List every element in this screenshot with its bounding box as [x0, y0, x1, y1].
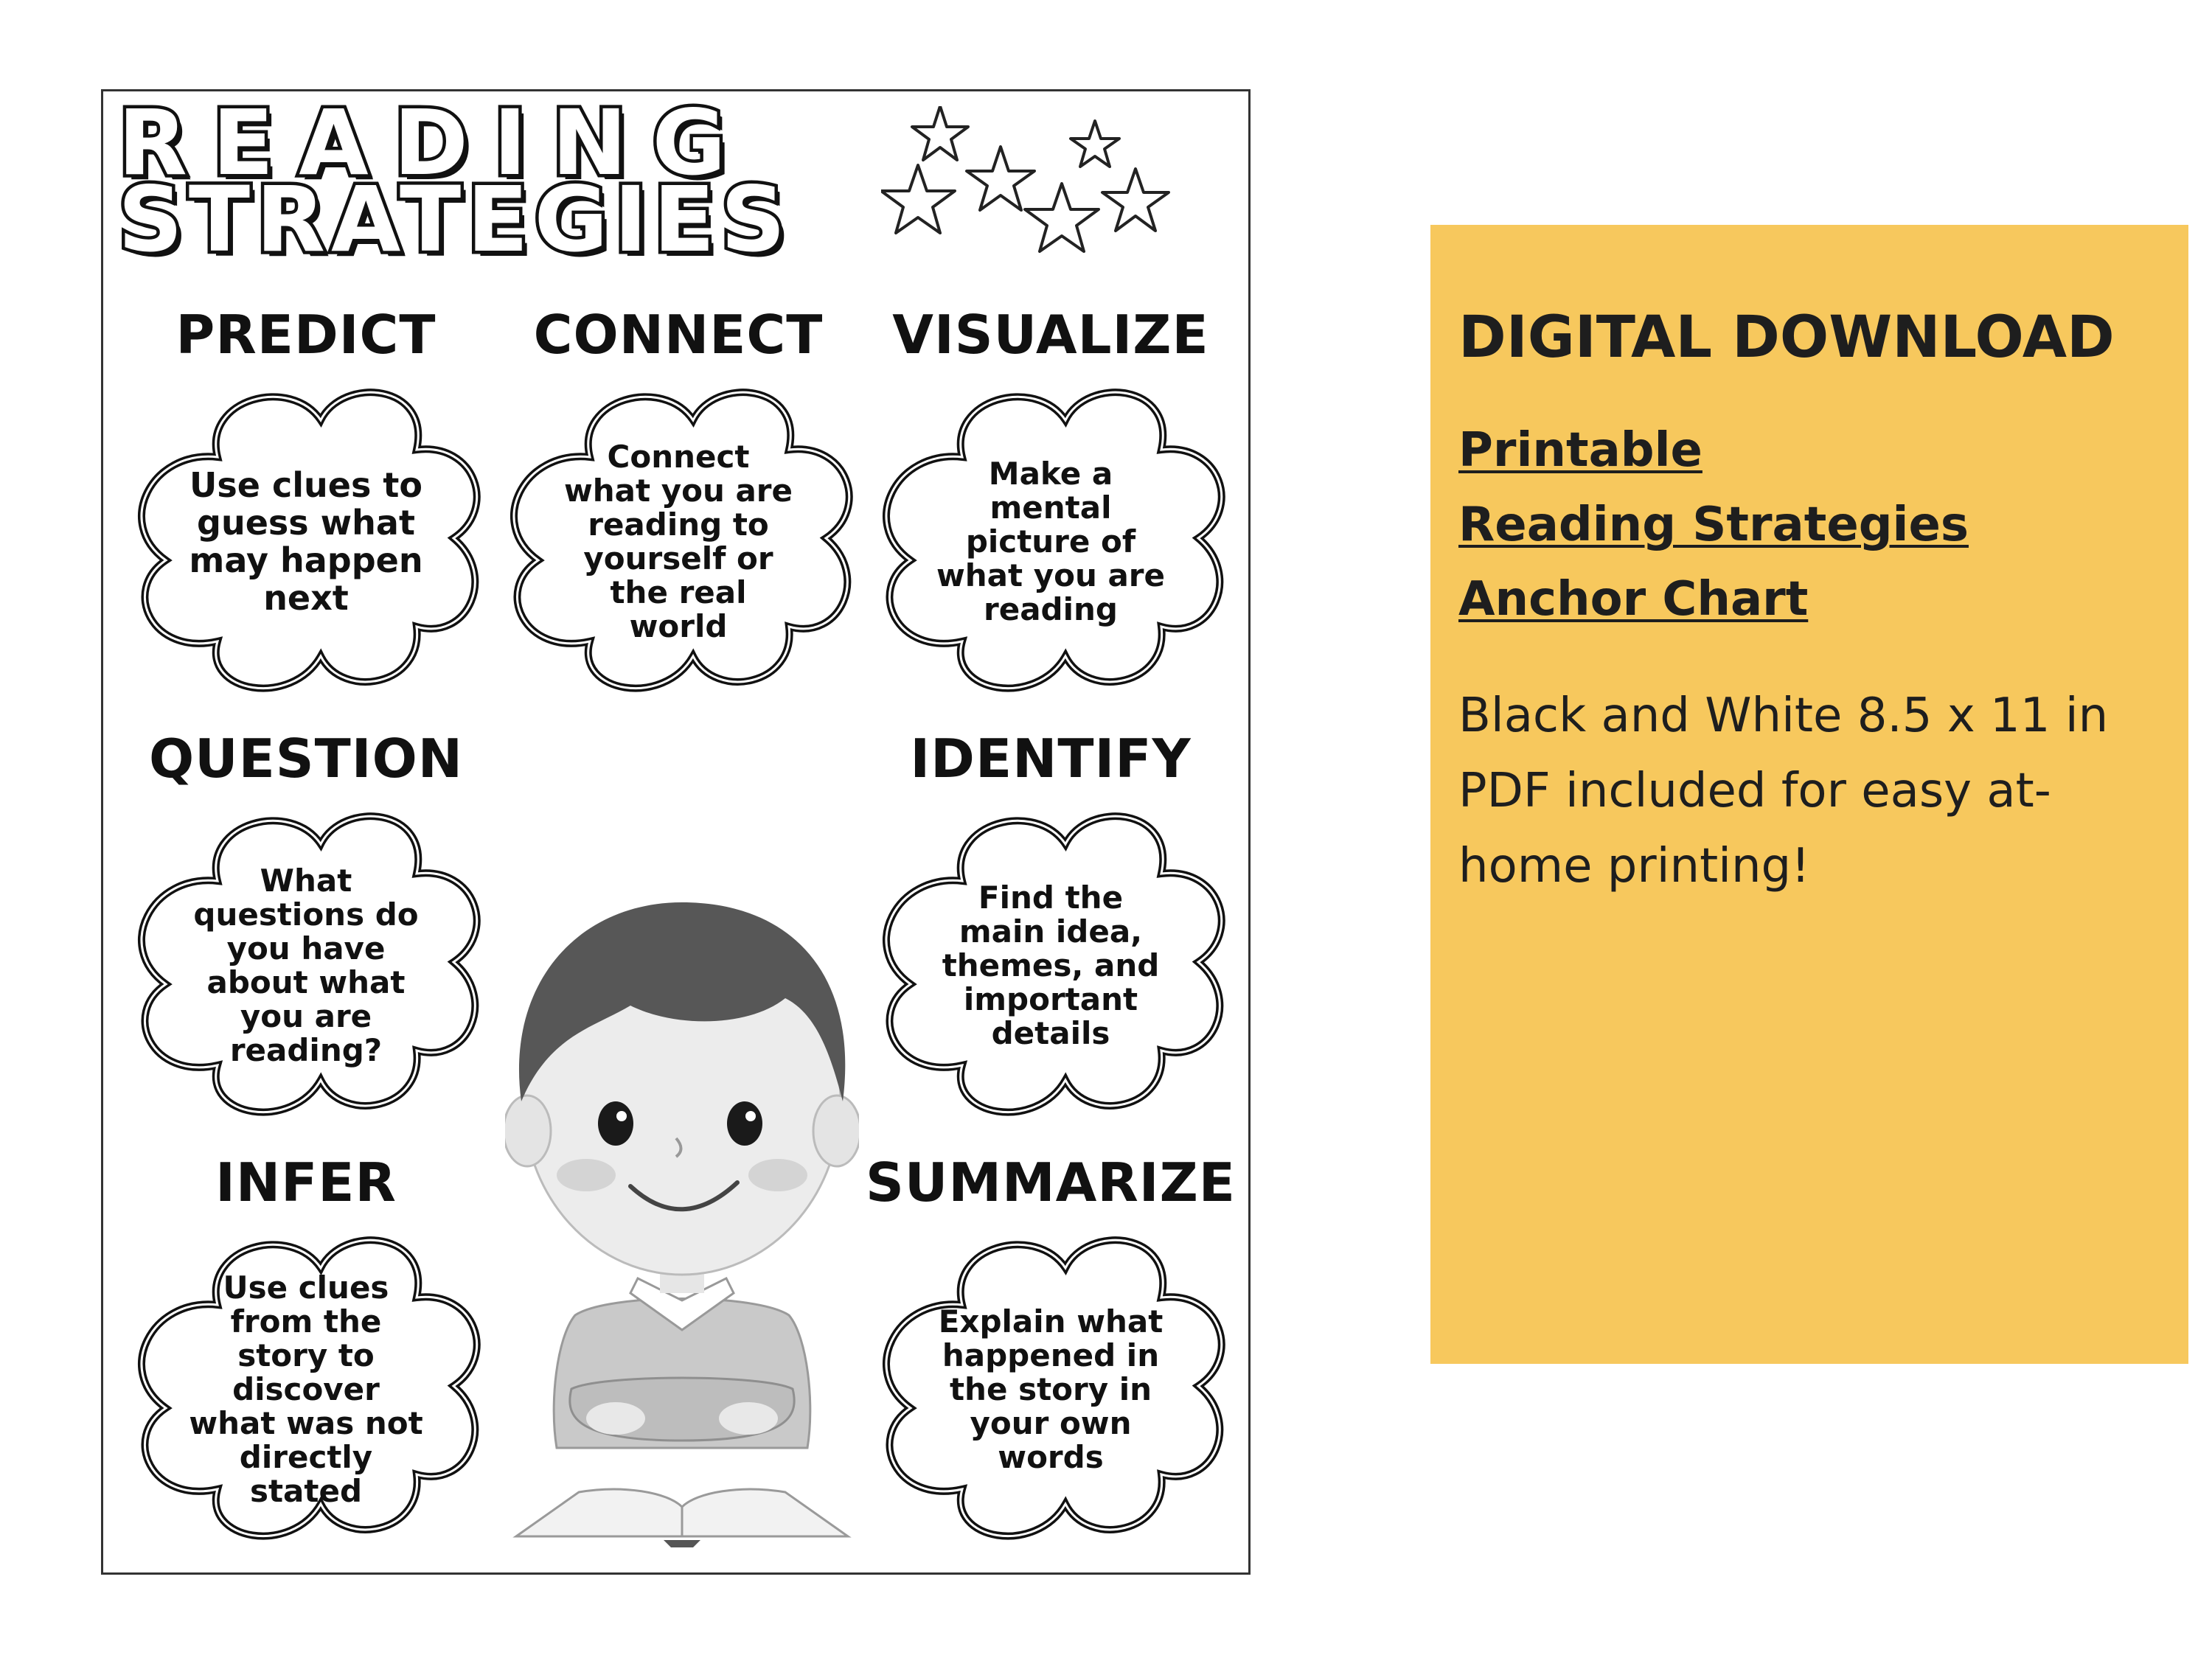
thought-cloud [107, 793, 505, 1139]
poster-title [118, 91, 792, 272]
strategy-label: IDENTIFY [910, 728, 1192, 790]
strategy-description: Explain what happened in the story in your own words [938, 1303, 1164, 1475]
strategy-connect [479, 305, 877, 715]
star-icon [1102, 169, 1169, 231]
product-title-links [1458, 414, 2188, 637]
link-reading-strategies[interactable]: Reading Strategies [1458, 498, 1969, 552]
strategy-label: SUMMARIZE [866, 1152, 1236, 1213]
boy-reading-illustration [505, 858, 859, 1551]
strategy-label: CONNECT [533, 304, 824, 366]
thought-cloud [107, 369, 505, 715]
stars-doodle-icon [881, 106, 1198, 276]
thought-cloud [479, 369, 877, 715]
anchor-chart-poster [101, 89, 1251, 1575]
strategy-description: Make a mental picture of what you are reading [936, 456, 1166, 627]
product-description: Black and White 8.5 x 11 in PDF included for easy at-home printing! [1458, 689, 2109, 894]
thought-cloud [852, 793, 1250, 1139]
strategy-description: What questions do you have about what you are reading? [193, 863, 419, 1068]
strategy-visualize [852, 305, 1250, 715]
strategy-infer [107, 1153, 505, 1563]
star-icon [912, 106, 968, 160]
strategy-description: Connect what you are reading to yourself or the real world [563, 439, 793, 644]
strategy-label: INFER [215, 1152, 397, 1213]
thought-cloud [852, 1216, 1250, 1563]
strategy-description: Use clues from the story to discover what was not directly stated [189, 1269, 423, 1509]
strategy-label: PREDICT [175, 304, 437, 366]
strategy-summarize [852, 1153, 1250, 1563]
star-icon [1071, 121, 1119, 167]
link-printable[interactable]: Printable [1458, 423, 1703, 478]
product-info-panel [1430, 225, 2188, 1364]
strategy-label: VISUALIZE [892, 304, 1209, 366]
strategy-description: Use clues to guess what may happen next [189, 465, 423, 618]
star-icon [881, 165, 955, 233]
strategy-label: QUESTION [148, 728, 464, 790]
strategy-predict [107, 305, 505, 715]
strategy-description: Find the main idea, themes, and important details [942, 879, 1160, 1051]
title-line-strategies: STRATEGIES [118, 167, 792, 272]
thought-cloud [852, 369, 1250, 715]
title-line-reading: READING [118, 91, 751, 195]
thought-cloud [107, 1216, 505, 1563]
link-anchor-chart[interactable]: Anchor Chart [1458, 572, 1809, 627]
star-icon [1025, 184, 1099, 251]
star-icon [967, 147, 1034, 210]
digital-download-heading: DIGITAL DOWNLOAD [1458, 304, 2115, 371]
strategy-question [107, 729, 505, 1139]
strategy-identify [852, 729, 1250, 1139]
